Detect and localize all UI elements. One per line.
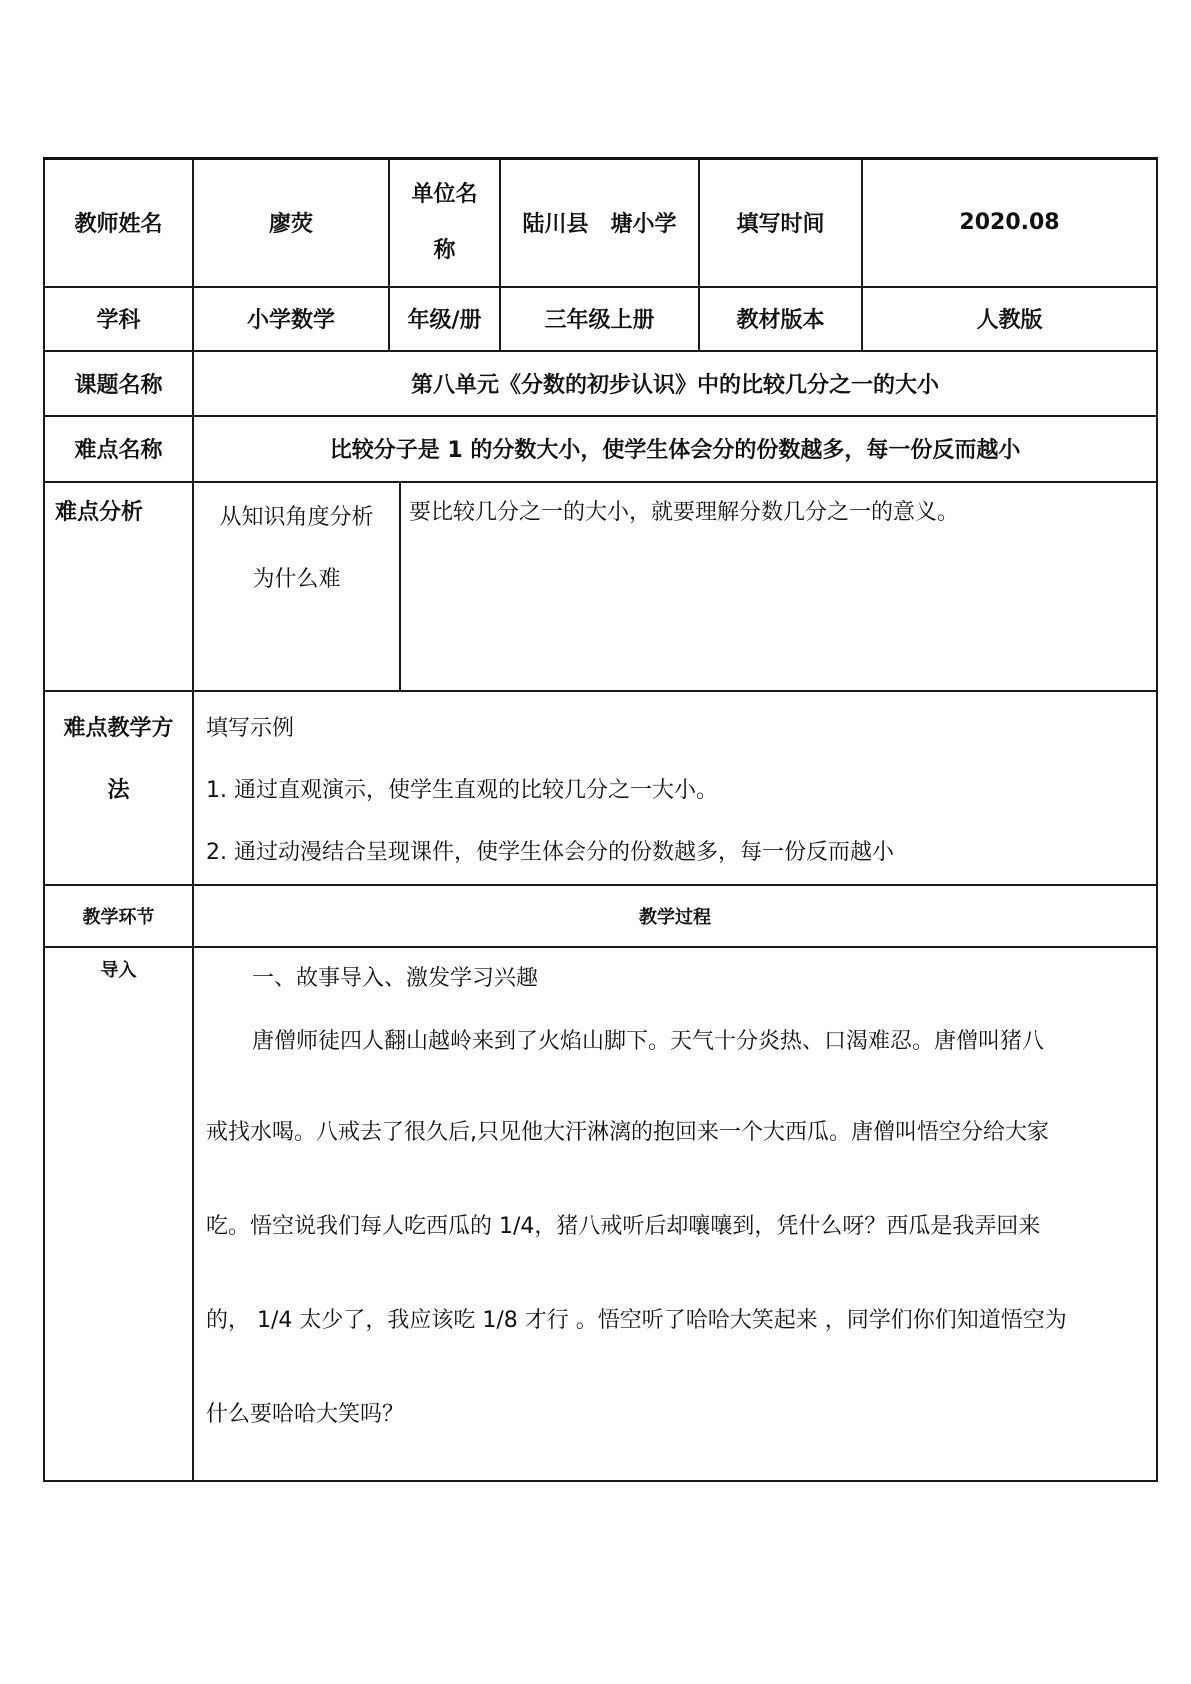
intro-paragraph-line3: 吃。悟空说我们每人吃西瓜的 1/4，猪八戒听后却嚷嚷到，凭什么呀？西瓜是我弄回来 (206, 1213, 1041, 1239)
method-label (44, 691, 193, 885)
teacher-label: 教师姓名 (44, 159, 193, 287)
unit-name: 陆川县 塘小学 (500, 159, 699, 287)
unit-label (389, 159, 500, 287)
date-label: 填写时间 (699, 159, 862, 287)
topic-row (44, 351, 1157, 416)
edition-value: 人教版 (862, 287, 1157, 351)
lesson-plan-table (43, 157, 1158, 1482)
intro-paragraph-line4: 的， 1/4 太少了，我应该吃 1/8 才行 。悟空听了哈哈大笑起来 ，同学们你们知道悟空为 (206, 1307, 1067, 1333)
analysis-sublabel (193, 482, 400, 691)
method-item-2: 2. 通过动漫结合呈现课件，使学生体会分的份数越多，每一份反而越小 (206, 839, 894, 865)
analysis-content: 要比较几分之一的大小，就要理解分数几分之一的意义。 (400, 482, 1157, 691)
grade-value: 三年级上册 (500, 287, 699, 351)
method-example-title: 填写示例 (206, 715, 295, 741)
method-label-line1: 难点教学方 (63, 715, 174, 741)
intro-paragraph-line2: 戒找水喝。八戒去了很久后,只见他大汗淋漓的抱回来一个大西瓜。唐僧叫悟空分给大家 (206, 1119, 1049, 1145)
method-row (44, 691, 1157, 885)
subject-value: 小学数学 (193, 287, 389, 351)
difficulty-label: 难点名称 (44, 416, 193, 482)
method-item-1: 1. 通过直观演示，使学生直观的比较几分之一大小。 (206, 777, 718, 803)
lesson-plan-sheet (43, 157, 1156, 1482)
grade-label: 年级/册 (389, 287, 500, 351)
edition-label: 教材版本 (699, 287, 862, 351)
subject-row (44, 287, 1157, 351)
date-value: 2020.08 (862, 159, 1157, 287)
topic-label: 课题名称 (44, 351, 193, 416)
difficulty-row (44, 416, 1157, 482)
teacher-name: 廖荧 (193, 159, 389, 287)
analysis-row (44, 482, 1157, 691)
process-header: 教学过程 (193, 885, 1157, 947)
intro-stage: 导入 (44, 947, 193, 1481)
intro-row (44, 947, 1157, 1481)
stage-header: 教学环节 (44, 885, 193, 947)
subject-label: 学科 (44, 287, 193, 351)
unit-label-line1: 单位名 (411, 181, 478, 207)
analysis-label: 难点分析 (44, 482, 193, 691)
intro-paragraph-line1: 唐僧师徒四人翻山越岭来到了火焰山脚下。天气十分炎热、口渴难忍。唐僧叫猪八 (252, 1028, 1045, 1054)
intro-paragraph-line5: 什么要哈哈大笑吗？ (206, 1401, 405, 1427)
difficulty-value: 比较分子是 1 的分数大小，使学生体会分的份数越多，每一份反而越小 (193, 416, 1157, 482)
topic-value: 第八单元《分数的初步认识》中的比较几分之一的大小 (193, 351, 1157, 416)
intro-content (193, 947, 1157, 1481)
header-row (44, 159, 1157, 287)
method-content (193, 691, 1157, 885)
method-label-line2: 法 (107, 777, 130, 803)
analysis-sublabel-line2: 为什么难 (252, 566, 341, 592)
process-header-row (44, 885, 1157, 947)
unit-label-line2: 称 (433, 237, 456, 263)
analysis-sublabel-line1: 从知识角度分析 (219, 504, 374, 530)
intro-heading: 一、故事导入、激发学习兴趣 (252, 965, 539, 991)
